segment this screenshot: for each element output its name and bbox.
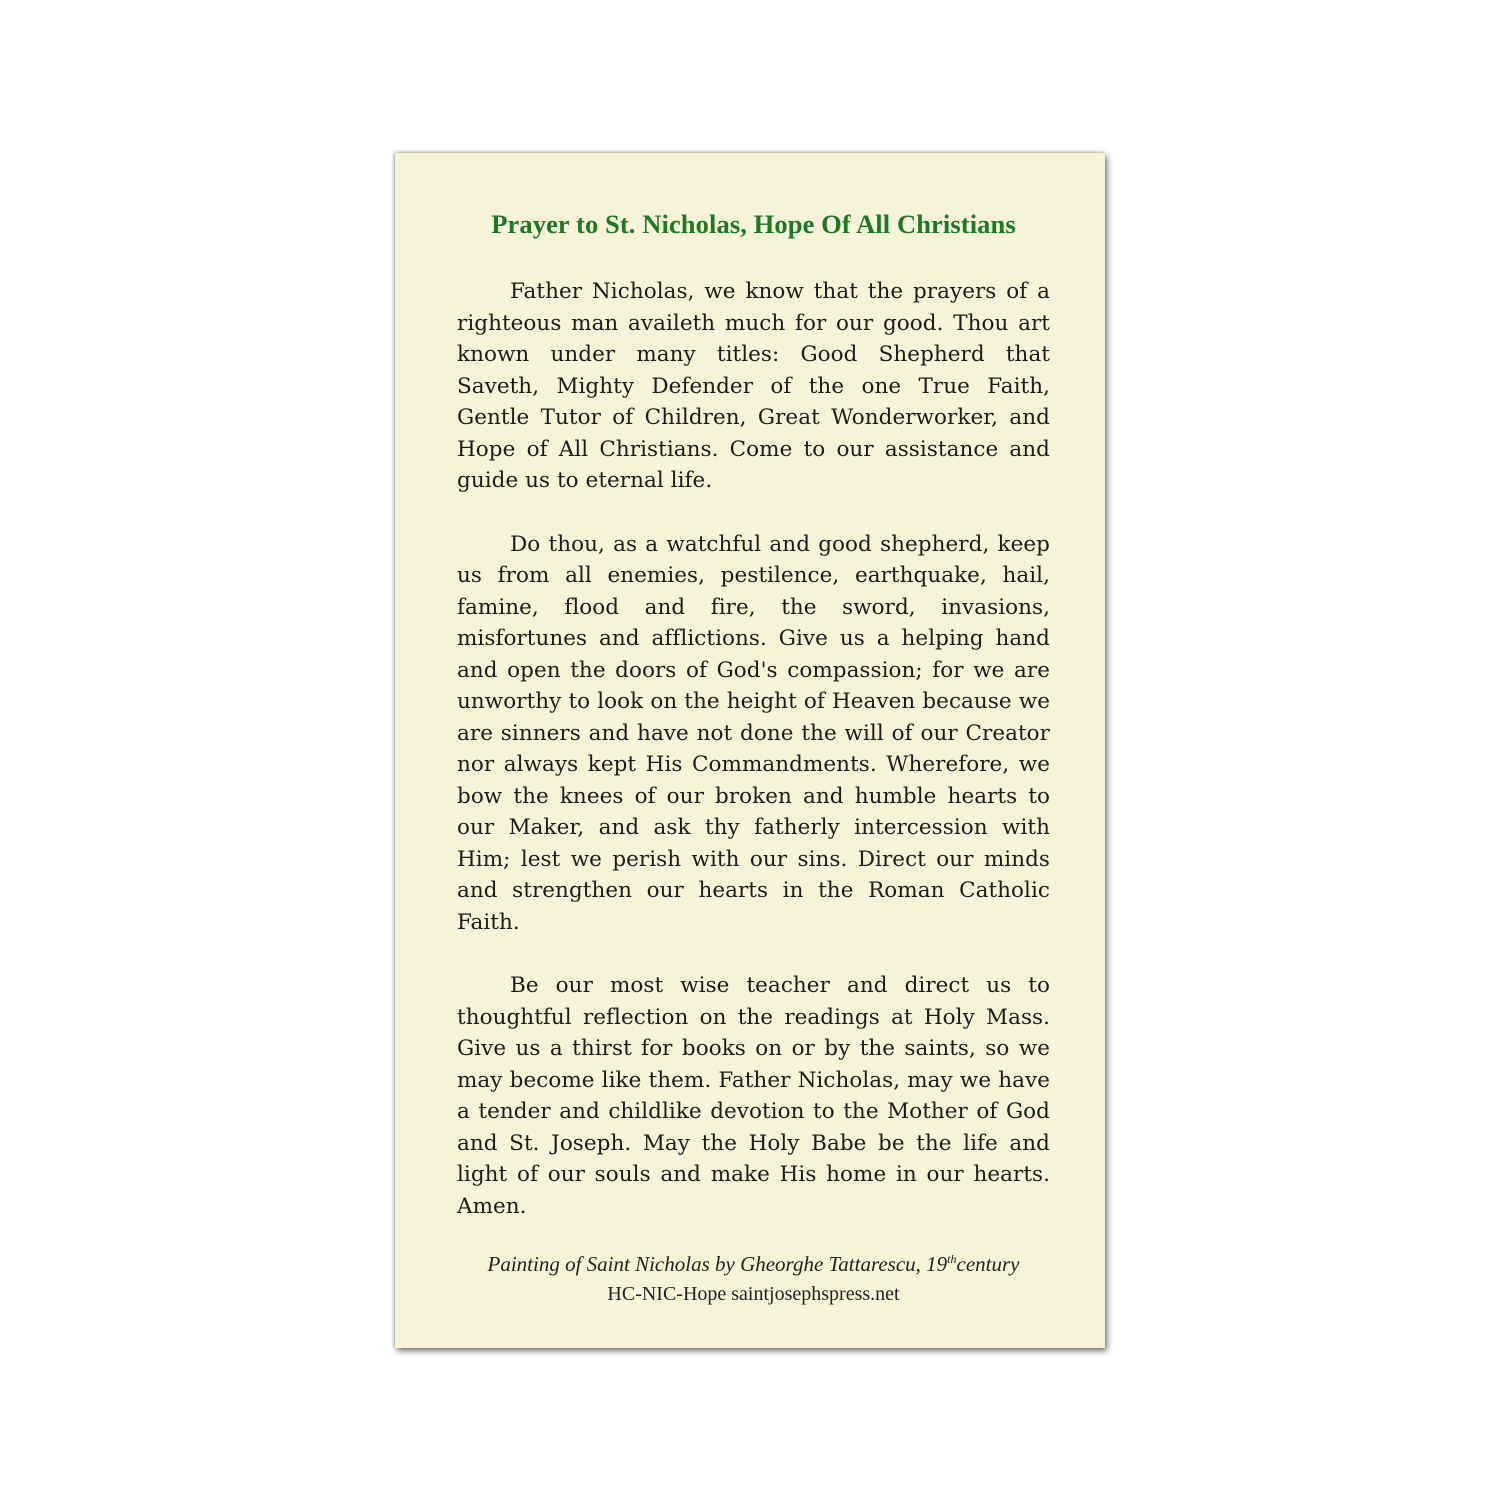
painting-credit-text: Painting of Saint Nicholas by Gheorghe Tattarescu, 19 [487, 1252, 948, 1276]
painting-credit-suffix: century [956, 1252, 1020, 1276]
prayer-paragraph-1: Father Nicholas, we know that the prayers of a righteous man availeth much for our good. Thou art known under many titles: Good Shepherd that Saveth, Mighty Defender of the one True Faith, Gentle Tutor of Children, Great Wonderworker, and Hope of All Christians. Come to our assistance and guide us to eternal life. [457, 279, 1050, 493]
product-code: HC-NIC-Hope saintjosephspress.net [607, 1283, 900, 1305]
prayer-title: Prayer to St. Nicholas, Hope Of All Christians [491, 209, 1016, 239]
prayer-paragraph-3: Be our most wise teacher and direct us to thoughtful reflection on the readings at Holy Mass. Give us a thirst for books on or by the saints, so we may become like them. Father Nicholas, may we have a tender and childlike devotion to the Mother of God and St. Joseph. May the Holy Babe be the life and light of our souls and make His home in our hearts. Amen. [457, 973, 1050, 1219]
painting-credit-ordinal: th [947, 1252, 957, 1266]
prayer-card [395, 153, 1105, 1348]
prayer-paragraph-2: Do thou, as a watchful and good shepherd, keep us from all enemies, pestilence, earthquake, hail, famine, flood and fire, the sword, invasions, misfortunes and afflictions. Give us a helping hand and open the doors of God's compassion; for we are unworthy to look on the height of Heaven because we are sinners and have not done the will of our Creator nor always kept His Commandments. Wherefore, we bow the knees of our broken and humble hearts to our Maker, and ask thy fatherly intercession with Him; lest we perish with our sins. Direct our minds and strengthen our hearts in the Roman Catholic Faith. [457, 531, 1050, 935]
painting-credit [457, 1244, 1050, 1279]
